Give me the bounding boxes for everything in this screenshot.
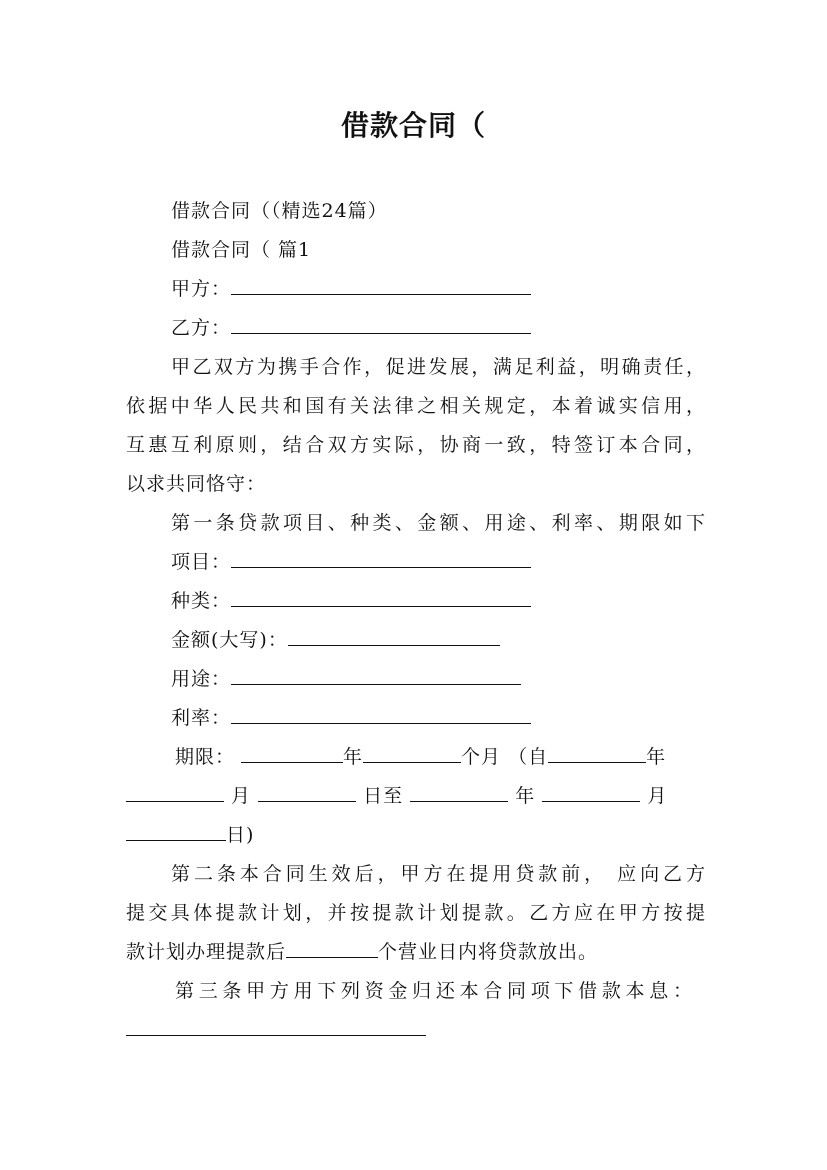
article-2-text: 款计划办理提款后: [126, 941, 287, 963]
article-2-text: 个营业日内将贷款放出。: [378, 941, 599, 963]
article-2-line: 提交具体提款计划，并按提款计划提款。乙方应在甲方按提: [126, 902, 706, 924]
rate-blank: [231, 705, 531, 724]
term-text: 年: [343, 746, 364, 768]
party-b-blank: [231, 315, 531, 334]
term-text: 年: [515, 785, 536, 807]
subtitle-line: 借款合同（（精选24篇）: [171, 200, 388, 222]
business-days-blank: [286, 939, 378, 958]
term-text: 日): [226, 824, 255, 846]
kind-blank: [231, 588, 531, 607]
item-blank: [231, 549, 531, 568]
paragraph-line: 依据中华人民共和国有关法律之相关规定，本着诚实信用，: [126, 395, 706, 417]
term-text: 月: [231, 785, 252, 807]
repayment-source-blank: [126, 1017, 426, 1036]
term-line-2: [126, 783, 706, 809]
paragraph-line: 互惠互利原则，结合双方实际，协商一致，特签订本合同，: [126, 434, 706, 456]
use-label: 用途：: [171, 668, 232, 690]
term-text: 日至: [363, 785, 404, 807]
term-text: 月: [647, 785, 668, 807]
term-blank: [542, 783, 640, 802]
term-blank: [126, 783, 224, 802]
party-a-blank: [231, 276, 531, 295]
party-b-label: 乙方：: [171, 317, 232, 339]
party-b-line: [171, 315, 706, 341]
item-label: 项目：: [171, 551, 232, 573]
term-blank: [258, 783, 356, 802]
party-a-line: [171, 276, 706, 302]
term-blank: [241, 744, 343, 763]
kind-label: 种类：: [171, 590, 232, 612]
term-blank: [548, 744, 646, 763]
amount-label: 金额(大写)：: [171, 629, 288, 651]
article-3-blank-line: [126, 1017, 706, 1043]
article-2-line: [126, 939, 706, 965]
term-text: 年: [646, 746, 667, 768]
document-title: 借款合同（: [340, 109, 486, 142]
amount-blank: [288, 627, 500, 646]
kind-line: [171, 588, 706, 614]
use-line: [171, 666, 706, 692]
term-line-3: [126, 822, 706, 848]
paragraph-line: 以求共同恪守：: [126, 473, 267, 495]
article-1-heading: 第一条贷款项目、种类、金额、用途、利率、期限如下: [171, 512, 706, 534]
section-heading: 借款合同（ 篇1: [171, 239, 312, 261]
term-blank: [363, 744, 461, 763]
party-a-label: 甲方：: [171, 278, 232, 300]
amount-line: [171, 627, 706, 653]
term-blank: [126, 822, 226, 841]
term-text: 个月 （自: [461, 746, 549, 768]
rate-line: [171, 705, 706, 731]
use-blank: [231, 666, 521, 685]
rate-label: 利率：: [171, 707, 232, 729]
term-line: [175, 744, 710, 770]
article-3-heading: 第三条甲方用下列资金归还本合同项下借款本息：: [175, 980, 693, 1002]
term-blank: [410, 783, 508, 802]
article-2-line: 第二条本合同生效后，甲方在提用贷款前， 应向乙方: [171, 863, 706, 885]
item-line: [171, 549, 706, 575]
paragraph-line: 甲乙双方为携手合作，促进发展，满足利益，明确责任，: [171, 356, 706, 378]
term-label: 期限：: [175, 746, 236, 768]
